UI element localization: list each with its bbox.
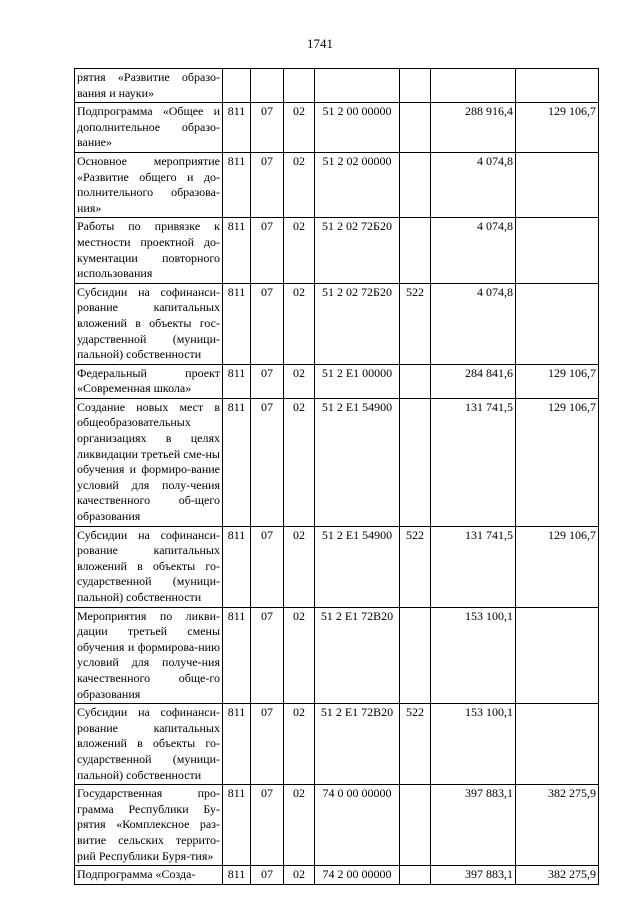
expense-type-code (400, 69, 431, 103)
table-row (75, 398, 599, 526)
expense-type-code (400, 607, 431, 704)
row-name: рятия «Развитие образо-вания и науки» (75, 69, 223, 103)
amount-year-2: 129 106,7 (516, 398, 599, 526)
section-code: 07 (251, 866, 284, 885)
amount-year-2: 129 106,7 (516, 526, 599, 607)
expense-type-code: 522 (400, 704, 431, 785)
target-article-code: 51 2 02 72Б20 (315, 283, 400, 364)
subsection-code: 02 (284, 607, 315, 704)
subsection-code: 02 (284, 283, 315, 364)
ministry-code: 811 (223, 785, 251, 866)
table-row (75, 607, 599, 704)
target-article-code: 51 2 E1 54900 (315, 526, 400, 607)
subsection-code: 02 (284, 218, 315, 283)
amount-year-2 (516, 283, 599, 364)
amount-year-1: 4 074,8 (431, 152, 516, 217)
amount-year-1: 288 916,4 (431, 103, 516, 153)
table-row (75, 218, 599, 283)
row-name: Мероприятия по ликви-дации третьей смены обучения и формирова-нию условий для получе-ния качественного обще-го образования (75, 607, 223, 704)
table-row (75, 283, 599, 364)
expense-type-code (400, 398, 431, 526)
target-article-code: 51 2 E1 00000 (315, 364, 400, 398)
amount-year-2: 382 275,9 (516, 785, 599, 866)
table-row (75, 69, 599, 103)
subsection-code: 02 (284, 866, 315, 885)
table-row (75, 103, 599, 153)
target-article-code: 74 0 00 00000 (315, 785, 400, 866)
amount-year-1: 397 883,1 (431, 866, 516, 885)
row-name: Субсидии на софинанси-рование капитальных вложений в объекты гос-ударственной (муници-пальной) собственности (75, 283, 223, 364)
subsection-code: 02 (284, 526, 315, 607)
ministry-code: 811 (223, 704, 251, 785)
amount-year-2: 129 106,7 (516, 364, 599, 398)
budget-table (74, 68, 599, 885)
section-code: 07 (251, 218, 284, 283)
subsection-code: 02 (284, 785, 315, 866)
ministry-code: 811 (223, 526, 251, 607)
row-name: Государственная про-грамма Республики Бу-рятия «Комплексное раз-витие сельских террито-рий Республики Буря-тия» (75, 785, 223, 866)
subsection-code: 02 (284, 704, 315, 785)
expense-type-code (400, 785, 431, 866)
amount-year-1: 131 741,5 (431, 526, 516, 607)
amount-year-2 (516, 607, 599, 704)
expense-type-code (400, 364, 431, 398)
table-row (75, 704, 599, 785)
amount-year-2 (516, 218, 599, 283)
table-row (75, 866, 599, 885)
expense-type-code: 522 (400, 283, 431, 364)
ministry-code (223, 69, 251, 103)
subsection-code (284, 69, 315, 103)
subsection-code: 02 (284, 398, 315, 526)
amount-year-2 (516, 152, 599, 217)
row-name: Создание новых мест в общеобразовательных организациях в целях ликвидации третьей сме-ны обучения и формиро-вание условий для полу-чения качественного об-щего образования (75, 398, 223, 526)
row-name: Основное мероприятие «Развитие общего и до-полнительного образова-ния» (75, 152, 223, 217)
ministry-code: 811 (223, 364, 251, 398)
amount-year-1: 153 100,1 (431, 607, 516, 704)
target-article-code: 51 2 E1 72В20 (315, 607, 400, 704)
amount-year-2: 129 106,7 (516, 103, 599, 153)
ministry-code: 811 (223, 866, 251, 885)
ministry-code: 811 (223, 218, 251, 283)
amount-year-2 (516, 704, 599, 785)
section-code: 07 (251, 607, 284, 704)
row-name: Работы по привязке к местности проектной до-кументации повторного использования (75, 218, 223, 283)
section-code: 07 (251, 364, 284, 398)
subsection-code: 02 (284, 103, 315, 153)
expense-type-code (400, 103, 431, 153)
target-article-code: 51 2 02 00000 (315, 152, 400, 217)
target-article-code (315, 69, 400, 103)
section-code: 07 (251, 526, 284, 607)
section-code (251, 69, 284, 103)
table-row (75, 526, 599, 607)
ministry-code: 811 (223, 398, 251, 526)
ministry-code: 811 (223, 283, 251, 364)
section-code: 07 (251, 398, 284, 526)
amount-year-1: 284 841,6 (431, 364, 516, 398)
amount-year-2: 382 275,9 (516, 866, 599, 885)
row-name: Подпрограмма «Созда- (75, 866, 223, 885)
section-code: 07 (251, 704, 284, 785)
row-name: Федеральный проект «Современная школа» (75, 364, 223, 398)
table-row (75, 364, 599, 398)
expense-type-code (400, 152, 431, 217)
section-code: 07 (251, 785, 284, 866)
ministry-code: 811 (223, 152, 251, 217)
target-article-code: 51 2 E1 54900 (315, 398, 400, 526)
expense-type-code (400, 218, 431, 283)
amount-year-1: 4 074,8 (431, 218, 516, 283)
section-code: 07 (251, 152, 284, 217)
target-article-code: 74 2 00 00000 (315, 866, 400, 885)
row-name: Подпрограмма «Общее и дополнительное образо-вание» (75, 103, 223, 153)
amount-year-1: 4 074,8 (431, 283, 516, 364)
row-name: Субсидии на софинанси-рование капитальных вложений в объекты го-сударственной (муници-пальной) собственности (75, 526, 223, 607)
ministry-code: 811 (223, 103, 251, 153)
subsection-code: 02 (284, 364, 315, 398)
table-row (75, 785, 599, 866)
amount-year-2 (516, 69, 599, 103)
table-row (75, 152, 599, 217)
expense-type-code: 522 (400, 526, 431, 607)
section-code: 07 (251, 103, 284, 153)
ministry-code: 811 (223, 607, 251, 704)
amount-year-1: 397 883,1 (431, 785, 516, 866)
target-article-code: 51 2 00 00000 (315, 103, 400, 153)
amount-year-1 (431, 69, 516, 103)
target-article-code: 51 2 E1 72В20 (315, 704, 400, 785)
target-article-code: 51 2 02 72Б20 (315, 218, 400, 283)
amount-year-1: 153 100,1 (431, 704, 516, 785)
amount-year-1: 131 741,5 (431, 398, 516, 526)
expense-type-code (400, 866, 431, 885)
row-name: Субсидии на софинанси-рование капитальных вложений в объекты го-сударственной (муници-пальной) собственности (75, 704, 223, 785)
page-number: 1741 (307, 36, 333, 51)
subsection-code: 02 (284, 152, 315, 217)
section-code: 07 (251, 283, 284, 364)
